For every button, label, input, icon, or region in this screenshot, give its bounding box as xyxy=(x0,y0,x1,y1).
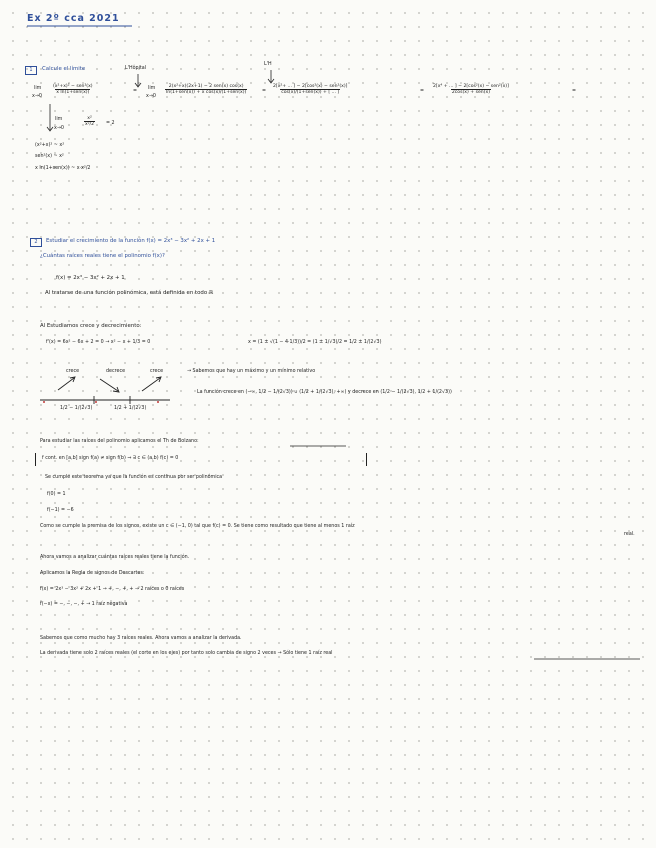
descartes-rule: Aplicamos la Regla de signos de Descartes: xyxy=(40,571,145,576)
descartes-intro: Ahora vamos a analizar cuántas raíces reales tiene la función. xyxy=(40,555,190,560)
fraction-1-den: x ln(1+sen(x)) xyxy=(56,90,90,95)
fraction-3-num: 2[x²+ ... ] − 2[cos²(x) − sen²(x)] xyxy=(273,84,348,89)
exercise-number-2: 2 xyxy=(30,238,42,247)
fraction-2-num: 2(x²+x)(2x+1) − 2 sen(x) cos(x) xyxy=(168,84,244,89)
ex2-heading: Estudiar el crecimiento de la función f(x) = 2x³ − 3x² + 2x + 1 xyxy=(46,238,216,244)
equiv-note-3: x ln(1+sen(x)) ~ x·x²/2 xyxy=(35,166,91,171)
domain-text: Al tratarse de una función polinómica, está definida en todo ℝ xyxy=(45,290,214,296)
page-title: Ex 2º cca 2021 xyxy=(27,13,120,24)
conclusion-1: Como se cumple la premisa de los signos, existe un c ∈ (−1, 0) tal que f(c) = 0. Se tiene como resultado que tiene al menos 1 raíz xyxy=(40,524,355,529)
monotonicity-note: La función crece en (−∞, 1/2 − 1/(2√3)) ∪ (1/2 + 1/(2√3), +∞) y decrece en (1/2 − 1/(2√3), 1/2 + 1/(2√3)) xyxy=(197,390,452,395)
bolzano-intro: Para estudiar las raíces del polinomio aplicamos el Th de Bolzano: xyxy=(40,439,199,444)
bolzano-note: Se cumple este teorema ya que la función es continua por ser polinómica xyxy=(45,475,223,480)
study-text: Al Estudiamos crece y decrecimiento: xyxy=(40,323,142,329)
lim-word-1: lim xyxy=(34,86,42,91)
hopital-note: L'Hôpital xyxy=(125,66,147,71)
equals-3: = xyxy=(420,89,425,94)
axis-root-right: 1/2 + 1/(2√3) xyxy=(114,406,147,411)
crece-left-label: crece xyxy=(66,369,80,374)
lh-note: L'H xyxy=(264,62,272,67)
ex2-question: ¿Cuántas raíces reales tiene el polinomio f(x)? xyxy=(40,253,165,259)
fraction-2-den: ln(1+sen(x)) + x cos(x)/(1+sen(x)) xyxy=(166,90,247,95)
crece-right-label: crece xyxy=(150,369,164,374)
f-of-zero: f(0) = 1 xyxy=(47,492,66,497)
f-of-minus-one: f(−1) = −6 xyxy=(47,508,74,513)
result-den: x²/2 xyxy=(85,122,95,127)
final-2: La derivada tiene solo 2 raíces reales (el corte en los ejes) por tanto solo cambia de signo 2 veces → Sólo tiene 1 raíz real xyxy=(40,651,333,656)
equiv-note-1: (x²+x)² ~ x² xyxy=(35,143,65,148)
exercise-number-1: 1 xyxy=(25,66,37,75)
result-value: = 2 xyxy=(106,121,115,126)
roots-eq: x = (1 ± √(1 − 4·1/3))/2 = (1 ± 1/√3)/2 = 1/2 ± 1/(2√3) xyxy=(248,340,382,345)
axis-root-left: 1/2 − 1/(2√3) xyxy=(60,406,93,411)
conclusion-1b: real. xyxy=(624,532,635,537)
final-1: Sabemos que como mucho hay 3 raíces reales. Ahora vamos a analizar la derivada. xyxy=(40,636,242,641)
bolzano-statement: f cont. en [a,b] sign f(a) ≠ sign f(b) ⇒ ∃ c ∈ (a,b) f(c) = 0 xyxy=(42,456,179,461)
descartes-f-neg: f(−x) = −, −, −, + → 1 raíz negativa xyxy=(40,602,128,607)
lim-word-2: lim xyxy=(148,86,156,91)
lim-sub-2: x→0 xyxy=(146,94,156,99)
fraction-3-den: cos(x)/(1+sen(x)) + [ ... ] xyxy=(281,90,340,95)
fraction-1-num: (x²+x)² − sen²(x) xyxy=(53,84,93,89)
lim-sub-3: x→0 xyxy=(54,126,64,131)
equals-1: = xyxy=(133,89,138,94)
ex1-heading: Calcule el límite xyxy=(42,66,86,72)
derivative-eq: f'(x) = 6x² − 6x + 2 = 0 → x² − x + 1/3 = 0 xyxy=(46,340,151,345)
function-def: f(x) = 2x³ − 3x² + 2x + 1 xyxy=(56,275,125,281)
fraction-4-num: 2[x⁴ + ... ] − 2[cos²(x) − sen²(x)] xyxy=(433,84,509,89)
extrema-note: → Sabemos que hay un máximo y un mínimo relativo xyxy=(187,369,316,374)
equiv-note-2: sen²(x) ~ x² xyxy=(35,154,64,159)
lim-sub-1: x→0 xyxy=(32,94,42,99)
descartes-f: f(x) = 2x³ − 3x² + 2x + 1 → +, −, +, + → 2 raíces o 0 raíces xyxy=(40,587,185,592)
decrece-label: decrece xyxy=(106,369,126,374)
equals-4: = xyxy=(572,89,577,94)
result-num: x² xyxy=(87,116,92,121)
equals-2: = xyxy=(262,89,267,94)
lim-word-3: lim xyxy=(55,117,63,122)
fraction-4-den: 2cos(x) + sen(x) xyxy=(451,90,491,95)
